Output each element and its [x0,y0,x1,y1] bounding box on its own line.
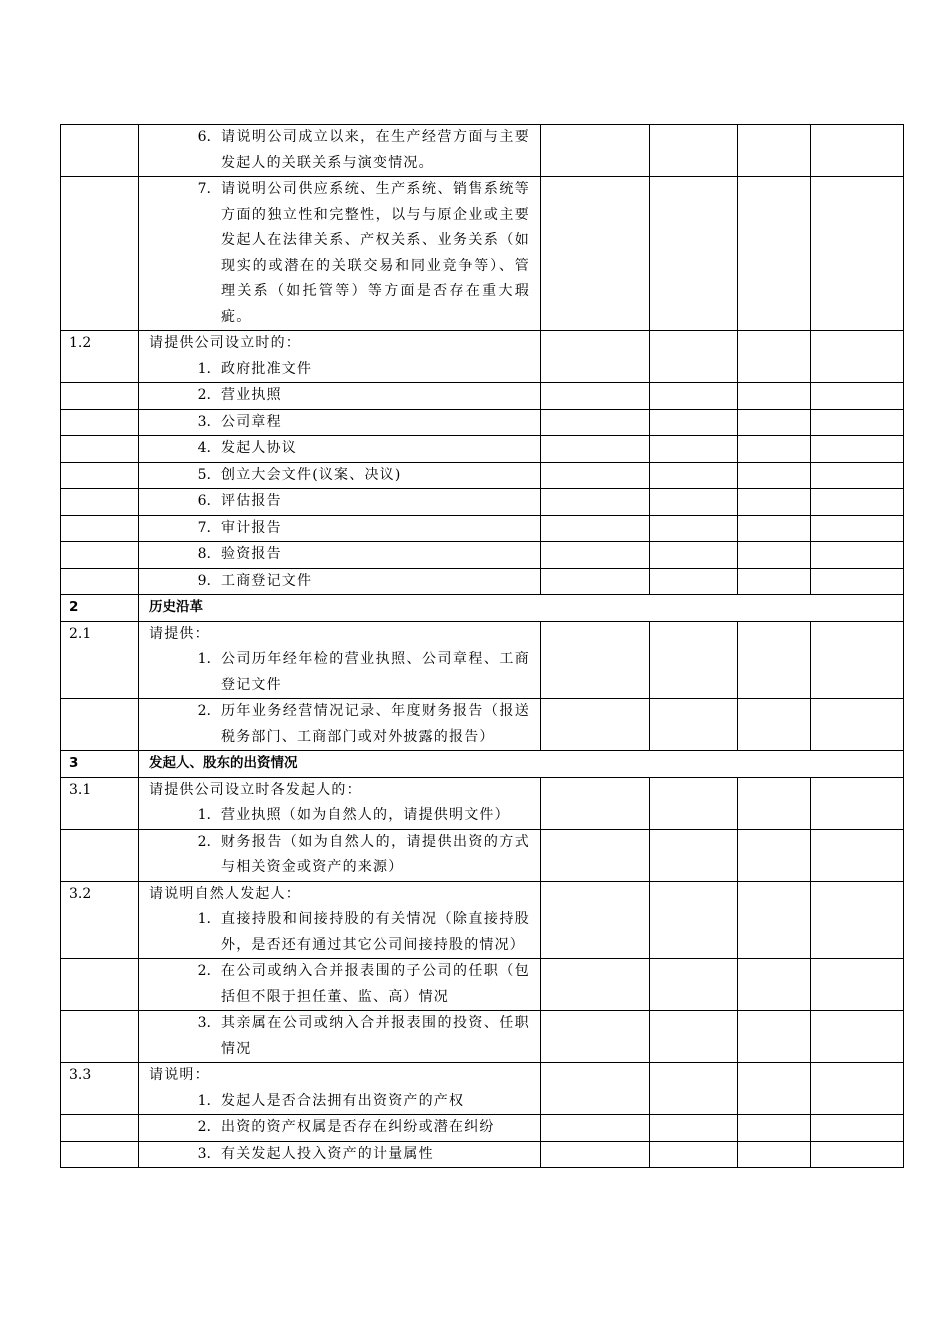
blank-cell[interactable] [811,331,904,383]
item-number: 2. [197,703,211,719]
list-item [149,516,530,542]
row-number [61,409,139,436]
table-row [61,409,904,436]
item-text: 请说明公司供应系统、生产系统、销售系统等方面的独立性和完整性，以与与原企业或主要发起人在法律关系、产权关系、业务关系（如现实的或潜在的关联交易和同业竞争等）、管理关系（如托管等）等方面是否存在重大瑕疵。 [221,181,530,325]
blank-cell[interactable] [541,177,650,331]
blank-cell[interactable] [738,125,811,177]
item-text: 营业执照 [221,387,282,403]
checklist-page [60,124,903,1168]
item-text: 有关发起人投入资产的计量属性 [221,1145,434,1162]
table-row [61,621,904,699]
blank-cell[interactable] [738,1063,811,1115]
blank-cell[interactable] [650,542,738,569]
section-row [61,751,904,778]
row-number [61,125,139,177]
list-item [149,569,530,595]
row-content [139,542,541,569]
list-item [149,489,530,515]
blank-cell[interactable] [811,489,904,516]
item-text: 公司历年经年检的营业执照、公司章程、工商登记文件 [221,651,530,693]
list-item [149,1142,530,1168]
row-number [61,1115,139,1142]
row-content [139,568,541,595]
item-text: 在公司或纳入合并报表围的子公司的任职（包括但不限于担任董、监、高）情况 [221,963,530,1005]
blank-cell[interactable] [738,1141,811,1168]
blank-cell[interactable] [811,829,904,881]
row-content [139,489,541,516]
row-intro: 请提供公司设立时各发起人的： [149,781,362,798]
blank-cell[interactable] [811,515,904,542]
blank-cell[interactable] [811,383,904,410]
blank-cell[interactable] [541,125,650,177]
blank-cell[interactable] [738,621,811,699]
row-number [61,1011,139,1063]
blank-cell[interactable] [650,1115,738,1142]
list-item [149,1089,530,1115]
blank-cell[interactable] [650,436,738,463]
row-number: 3.3 [61,1063,139,1115]
table-row [61,777,904,829]
blank-cell[interactable] [650,125,738,177]
table-row [61,542,904,569]
table-row [61,1141,904,1168]
row-number [61,177,139,331]
blank-cell[interactable] [738,1011,811,1063]
item-text: 财务报告（如为自然人的，请提供出资的方式与相关资金或资产的来源） [221,833,530,875]
blank-cell[interactable] [811,125,904,177]
blank-cell[interactable] [541,542,650,569]
blank-cell[interactable] [811,1115,904,1142]
row-number [61,462,139,489]
blank-cell[interactable] [811,177,904,331]
list-item [149,177,530,330]
row-content [139,409,541,436]
row-content [139,1115,541,1142]
list-item [149,463,530,489]
section-number: 3 [61,751,139,778]
row-number [61,829,139,881]
blank-cell[interactable] [541,436,650,463]
item-number: 3. [197,1015,211,1031]
list-item [149,1115,530,1141]
item-number: 4. [197,440,211,456]
blank-cell[interactable] [541,462,650,489]
item-number: 3. [197,413,211,430]
item-number: 2. [197,963,211,979]
blank-cell[interactable] [811,621,904,699]
row-content [139,1141,541,1168]
row-number: 3.2 [61,881,139,959]
blank-cell[interactable] [650,699,738,751]
table-row [61,515,904,542]
item-number: 1. [197,360,211,377]
row-number [61,959,139,1011]
blank-cell[interactable] [738,489,811,516]
blank-cell[interactable] [811,881,904,959]
row-content [139,436,541,463]
blank-cell[interactable] [541,881,650,959]
row-number [61,542,139,569]
row-intro: 请说明自然人发起人： [149,885,301,902]
section-title: 历史沿革 [139,595,904,622]
item-text: 工商登记文件 [221,572,313,589]
item-text: 公司章程 [221,413,282,430]
blank-cell[interactable] [811,1011,904,1063]
blank-cell[interactable] [811,959,904,1011]
table-row [61,489,904,516]
list-item [149,803,530,829]
table-row [61,125,904,177]
blank-cell[interactable] [738,777,811,829]
blank-cell[interactable] [811,568,904,595]
blank-cell[interactable] [650,959,738,1011]
row-number [61,568,139,595]
blank-cell[interactable] [811,1063,904,1115]
item-number: 2. [197,833,211,850]
row-content [139,125,541,177]
blank-cell[interactable] [738,699,811,751]
list-item [149,647,530,698]
blank-cell[interactable] [650,409,738,436]
list-item [149,436,530,462]
table-row [61,383,904,410]
row-number: 1.2 [61,331,139,383]
blank-cell[interactable] [541,777,650,829]
blank-cell[interactable] [811,462,904,489]
blank-cell[interactable] [811,1141,904,1168]
item-text: 历年业务经营情况记录、年度财务报告（报送税务部门、工商部门或对外披露的报告） [221,703,530,745]
item-number: 7. [197,519,211,536]
item-number: 1. [197,1092,211,1109]
blank-cell[interactable] [650,177,738,331]
blank-cell[interactable] [738,462,811,489]
list-item [149,357,530,383]
blank-cell[interactable] [541,1063,650,1115]
item-text: 评估报告 [221,493,282,509]
blank-cell[interactable] [738,515,811,542]
blank-cell[interactable] [650,383,738,410]
blank-cell[interactable] [738,436,811,463]
item-number: 8. [197,546,211,562]
row-intro: 请提供公司设立时的： [149,335,301,351]
blank-cell[interactable] [811,409,904,436]
table-row [61,1063,904,1115]
item-number: 1. [197,807,211,823]
item-text: 审计报告 [221,519,282,536]
list-item [149,699,530,750]
table-row [61,331,904,383]
item-number: 2. [197,387,211,403]
blank-cell[interactable] [650,1141,738,1168]
item-text: 直接持股和间接持股的有关情况（除直接持股外，是否还有通过其它公司间接持股的情况） [221,911,530,953]
list-item [149,125,530,176]
item-text: 创立大会文件(议案、决议) [221,466,402,483]
row-number: 2.1 [61,621,139,699]
blank-cell[interactable] [650,881,738,959]
row-content [139,1011,541,1063]
blank-cell[interactable] [738,881,811,959]
row-number [61,383,139,410]
row-number [61,436,139,463]
blank-cell[interactable] [541,568,650,595]
row-content [139,383,541,410]
list-item [149,959,530,1010]
section-number: 2 [61,595,139,622]
blank-cell[interactable] [541,383,650,410]
blank-cell[interactable] [541,1011,650,1063]
blank-cell[interactable] [811,699,904,751]
blank-cell[interactable] [811,777,904,829]
row-content [139,177,541,331]
blank-cell[interactable] [650,1063,738,1115]
item-number: 7. [197,181,211,197]
blank-cell[interactable] [650,489,738,516]
row-intro: 请说明： [149,1067,210,1083]
item-number: 1. [197,911,211,927]
section-title: 发起人、股东的出资情况 [139,751,904,778]
table-row [61,177,904,331]
blank-cell[interactable] [541,1115,650,1142]
item-text: 验资报告 [221,546,282,562]
blank-cell[interactable] [650,515,738,542]
table-row [61,1011,904,1063]
blank-cell[interactable] [811,436,904,463]
blank-cell[interactable] [811,542,904,569]
row-content [139,621,541,699]
row-number [61,489,139,516]
item-text: 发起人是否合法拥有出资资产的产权 [221,1092,465,1109]
row-number [61,515,139,542]
row-content [139,959,541,1011]
table-body [61,125,904,1168]
blank-cell[interactable] [738,383,811,410]
blank-cell[interactable] [541,1141,650,1168]
blank-cell[interactable] [650,462,738,489]
item-number: 2. [197,1119,211,1135]
blank-cell[interactable] [650,1011,738,1063]
row-content [139,699,541,751]
blank-cell[interactable] [650,331,738,383]
blank-cell[interactable] [541,621,650,699]
item-number: 6. [197,493,211,509]
table-row [61,436,904,463]
table-row [61,699,904,751]
row-content [139,881,541,959]
row-number [61,699,139,751]
list-item [149,383,530,409]
item-number: 5. [197,466,211,483]
row-number: 3.1 [61,777,139,829]
item-number: 1. [197,651,211,667]
item-number: 6. [197,129,211,145]
table-row [61,1115,904,1142]
table-row [61,881,904,959]
blank-cell[interactable] [738,542,811,569]
blank-cell[interactable] [650,777,738,829]
list-item [149,410,530,436]
table-row [61,568,904,595]
item-number: 3. [197,1145,211,1162]
blank-cell[interactable] [541,409,650,436]
blank-cell[interactable] [650,568,738,595]
blank-cell[interactable] [738,331,811,383]
blank-cell[interactable] [541,515,650,542]
blank-cell[interactable] [738,1115,811,1142]
blank-cell[interactable] [738,409,811,436]
blank-cell[interactable] [541,699,650,751]
blank-cell[interactable] [738,568,811,595]
row-content [139,1063,541,1115]
list-item [149,1011,530,1062]
row-content [139,829,541,881]
item-text: 发起人协议 [221,440,297,456]
blank-cell[interactable] [738,177,811,331]
row-content [139,515,541,542]
list-item [149,542,530,568]
section-row [61,595,904,622]
blank-cell[interactable] [650,829,738,881]
blank-cell[interactable] [541,959,650,1011]
blank-cell[interactable] [650,621,738,699]
item-text: 请说明公司成立以来，在生产经营方面与主要发起人的关联关系与演变情况。 [221,129,530,171]
blank-cell[interactable] [541,829,650,881]
item-text: 营业执照（如为自然人的，请提供明文件） [221,807,510,823]
table-row [61,959,904,1011]
item-text: 政府批准文件 [221,360,313,377]
row-content [139,331,541,383]
list-item [149,830,530,881]
blank-cell[interactable] [738,959,811,1011]
table-row [61,462,904,489]
row-content [139,777,541,829]
blank-cell[interactable] [541,331,650,383]
blank-cell[interactable] [541,489,650,516]
row-intro: 请提供： [149,625,210,642]
item-text: 出资的资产权属是否存在纠纷或潜在纠纷 [221,1119,495,1135]
list-item [149,907,530,958]
item-text: 其亲属在公司或纳入合并报表围的投资、任职情况 [221,1015,530,1057]
table-row [61,829,904,881]
blank-cell[interactable] [738,829,811,881]
row-content [139,462,541,489]
row-number [61,1141,139,1168]
due-diligence-table [60,124,904,1168]
item-number: 9. [197,572,211,589]
